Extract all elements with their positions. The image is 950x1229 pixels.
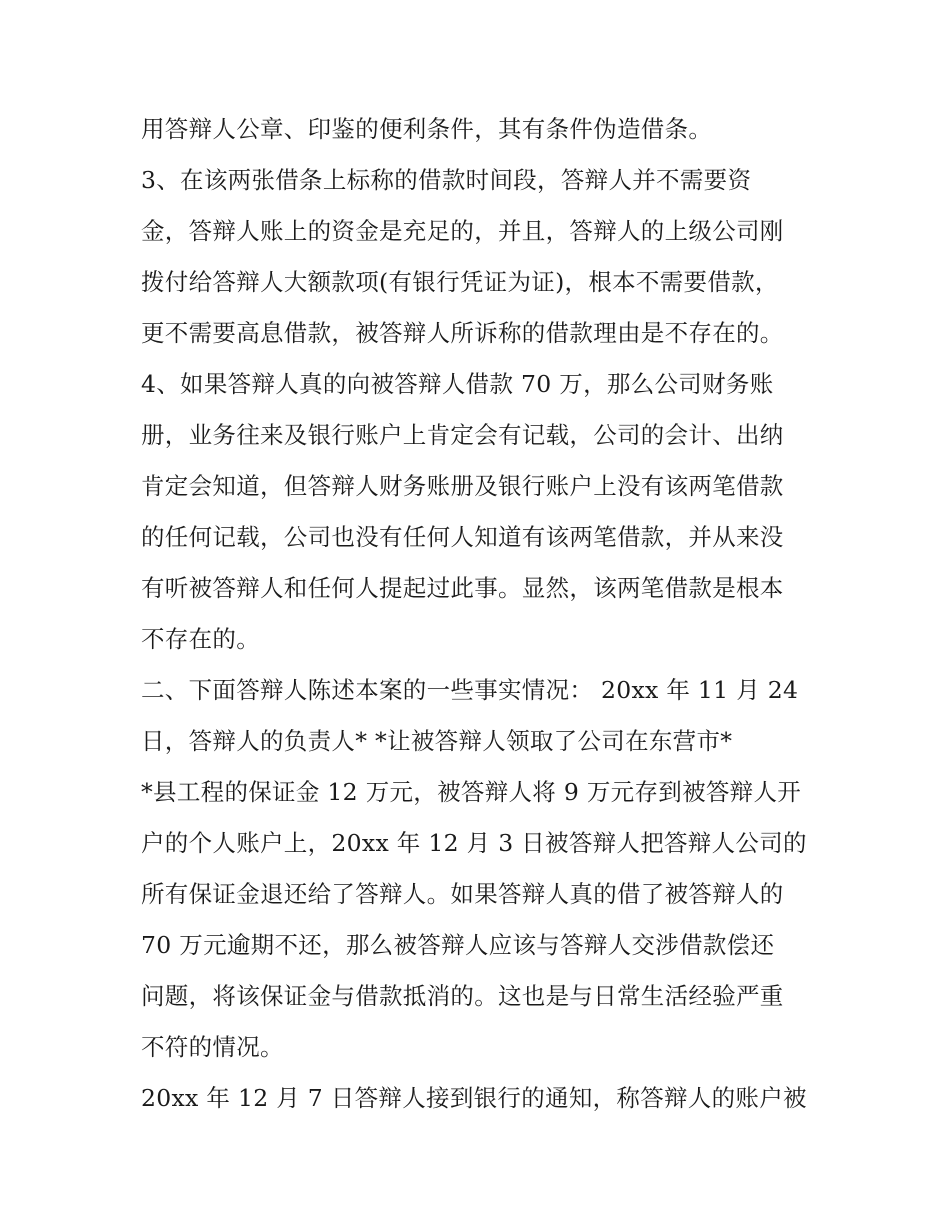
text-line: 金，答辩人账上的资金是充足的，并且，答辩人的上级公司刚 bbox=[141, 217, 784, 245]
text-line: 更不需要高息借款，被答辩人所诉称的借款理由是不存在的。 bbox=[141, 319, 784, 347]
text-line: 不存在的。 bbox=[141, 625, 260, 653]
text-line: 日，答辩人的负责人* *让被答辩人领取了公司在东营市* bbox=[141, 727, 733, 755]
text-line: 问题，将该保证金与借款抵消的。这也是与日常生活经验严重 bbox=[141, 982, 784, 1010]
document-body bbox=[141, 104, 821, 1124]
text-line: 用答辩人公章、印鉴的便利条件，其有条件伪造借条。 bbox=[141, 115, 713, 143]
text-line: 不符的情况。 bbox=[141, 1033, 284, 1061]
text-line: 70 万元逾期不还，那么被答辩人应该与答辩人交涉借款偿还 bbox=[141, 931, 775, 959]
text-line: 20xx 年 12 月 7 日答辩人接到银行的通知，称答辩人的账户被 bbox=[141, 1084, 807, 1112]
text-line: 户的个人账户上，20xx 年 12 月 3 日被答辩人把答辩人公司的 bbox=[141, 829, 807, 857]
text-line: 3、在该两张借条上标称的借款时间段，答辩人并不需要资 bbox=[141, 166, 752, 194]
text-line: 4、如果答辩人真的向被答辩人借款 70 万，那么公司财务账 bbox=[141, 370, 774, 398]
text-line: *县工程的保证金 12 万元，被答辩人将 9 万元存到被答辩人开 bbox=[141, 778, 802, 806]
text-line: 肯定会知道，但答辩人财务账册及银行账户上没有该两笔借款 bbox=[141, 472, 784, 500]
text-line: 册，业务往来及银行账户上肯定会有记载，公司的会计、出纳 bbox=[141, 421, 784, 449]
text-line: 的任何记载，公司也没有任何人知道有该两笔借款，并从来没 bbox=[141, 523, 784, 551]
text-line: 拨付给答辩人大额款项(有银行凭证为证)，根本不需要借款， bbox=[141, 268, 779, 296]
text-line: 二、下面答辩人陈述本案的一些事实情况： 20xx 年 11 月 24 bbox=[141, 676, 799, 704]
text-line: 有听被答辩人和任何人提起过此事。显然，该两笔借款是根本 bbox=[141, 574, 784, 602]
text-line: 所有保证金退还给了答辩人。如果答辩人真的借了被答辩人的 bbox=[141, 880, 784, 908]
